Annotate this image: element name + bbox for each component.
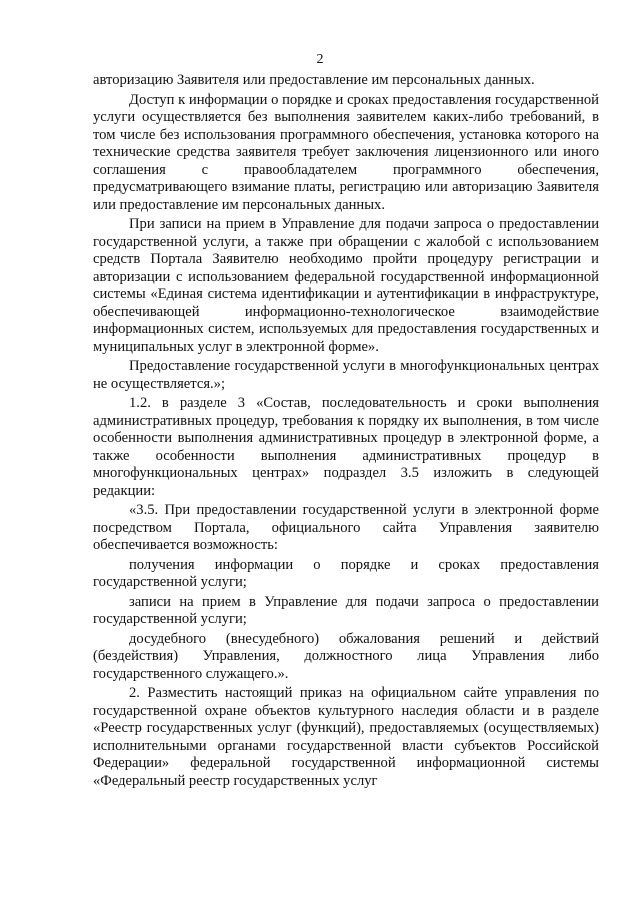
paragraph-9: досудебного (внесудебного) обжалования решений и действий (бездействия) Управления, должностного лица Управления либо государственного служащего.». (93, 630, 599, 682)
paragraph-1: авторизацию Заявителя или предоставление им персональных данных. (93, 72, 535, 88)
paragraph-3: При записи на прием в Управление для подачи запроса о предоставлении государственной услуги, а также при обращении с жалобой с использованием средств Портала Заявителю необходимо пройти процедуру регистрации и авторизации с использованием федеральной государственной информационной системы «Единая система идентификации и аутентификации в инфраструктуре, обеспечивающей информационно-технологическое взаимодействие информационных систем, используемых для предоставления государственных и муниципальных услуг в электронной форме». (93, 216, 599, 355)
page-number: 2 (316, 52, 324, 67)
paragraph-4: Предоставление государственной услуги в многофункциональных центрах не осуществляется.»; (93, 358, 599, 392)
paragraph-2: Доступ к информации о порядке и сроках предоставления государственной услуги осуществляется без выполнения заявителем каких-либо требований, в том числе без использования программного обеспечения, установка которого на технические средства заявителя требует заключения лицензионного или иного соглашения с правообладателем программного обеспечения, предусматривающего взимание платы, регистрацию или авторизацию Заявителя или предоставление им персональных данных. (93, 91, 599, 213)
paragraph-5: 1.2. в разделе 3 «Состав, последовательность и сроки выполнения административных процедур, требования к порядку их выполнения, в том числе особенности выполнения административных процедур в электронной форме, а также особенности выполнения административных процедур в многофункциональных центрах» подраздел 3.5 изложить в следующей редакции: (93, 395, 599, 499)
document-body (93, 72, 599, 792)
paragraph-10: 2. Разместить настоящий приказ на официальном сайте управления по государственной охране объектов культурного наследия области и в разделе «Реестр государственных услуг (функций), предоставляемых (осуществляемых) исполнительными органами государственной власти субъектов Российской Федерации» федеральной государственной информационной системы «Федеральный реестр государственных услуг (93, 685, 599, 789)
paragraph-7: получения информации о порядке и сроках предоставления государственной услуги; (93, 556, 599, 590)
paragraph-8: записи на прием в Управление для подачи запроса о предоставлении государственной услуги; (93, 593, 599, 627)
paragraph-6: «3.5. При предоставлении государственной услуги в электронной форме посредством Портала, официального сайта Управления заявителю обеспечивается возможность: (93, 502, 599, 553)
